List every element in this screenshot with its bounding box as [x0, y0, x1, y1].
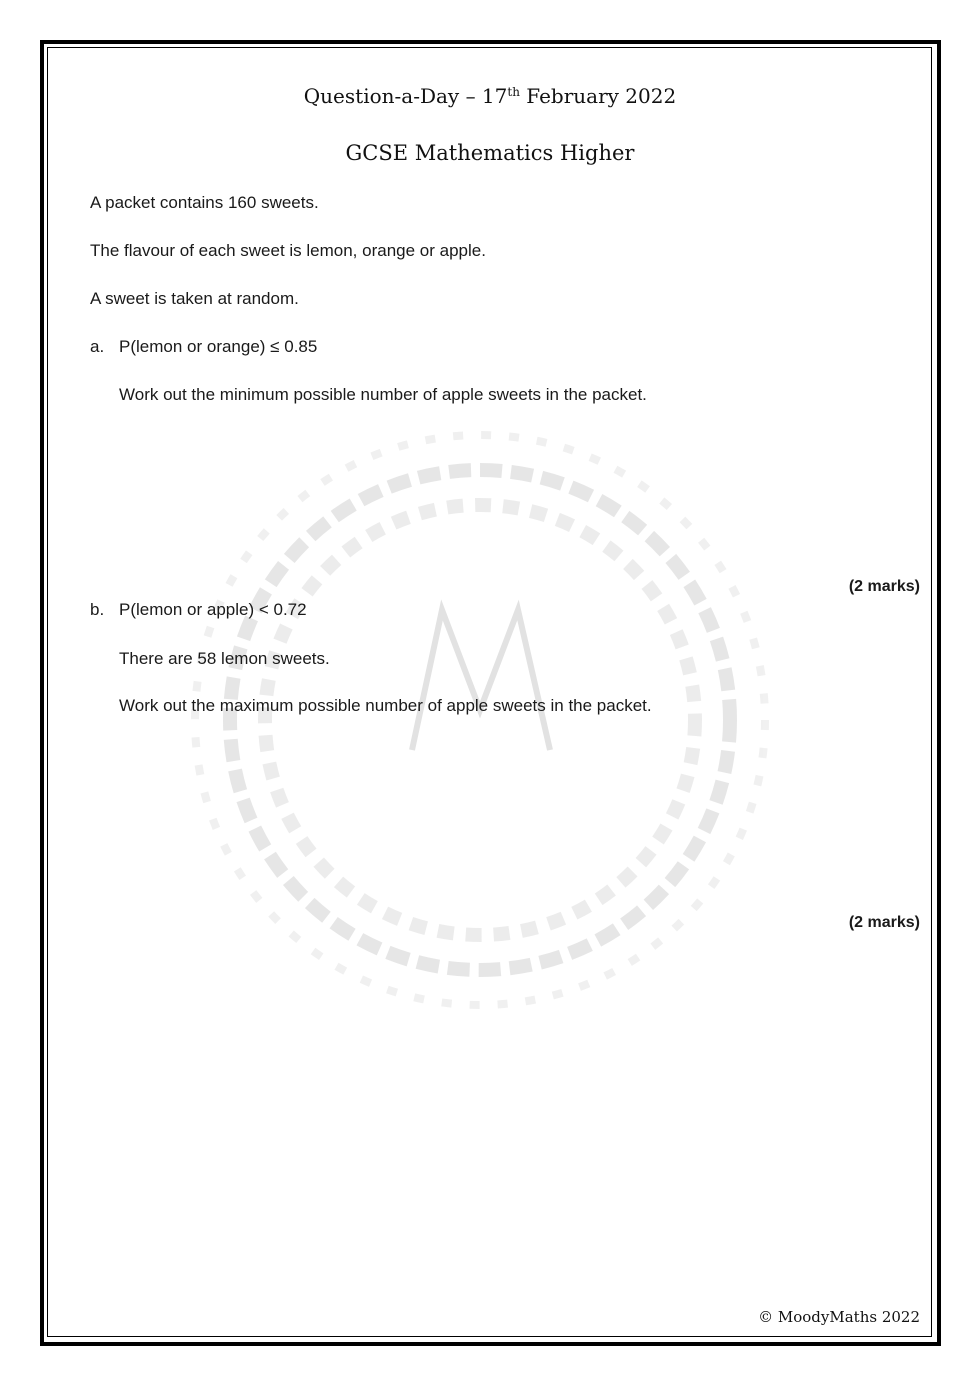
title-suffix: February 2022 — [519, 84, 677, 108]
part-b-label: b. — [90, 600, 105, 619]
part-b-info: There are 58 lemon sweets. — [119, 649, 330, 668]
part-b-marks: (2 marks) — [848, 914, 920, 931]
title-ordinal-suffix: th — [507, 85, 520, 99]
page-subtitle: GCSE Mathematics Higher — [345, 141, 635, 165]
part-a-label: a. — [90, 337, 105, 356]
intro-line-3: A sweet is taken at random. — [90, 289, 299, 308]
title-prefix: Question-a-Day – 17 — [303, 84, 508, 108]
part-a-marks: (2 marks) — [848, 578, 920, 595]
intro-line-2: The flavour of each sweet is lemon, orange or apple. — [90, 241, 486, 260]
intro-line-1: A packet contains 160 sweets. — [90, 193, 319, 212]
copyright-footer: © MoodyMaths 2022 — [758, 1308, 920, 1326]
part-a-task: Work out the minimum possible number of apple sweets in the packet. — [119, 385, 647, 404]
part-a-condition: P(lemon or orange) ≤ 0.85 — [119, 337, 318, 356]
part-b-task: Work out the maximum possible number of apple sweets in the packet. — [119, 696, 652, 715]
part-b-condition: P(lemon or apple) < 0.72 — [119, 600, 307, 619]
page-title — [0, 84, 980, 108]
